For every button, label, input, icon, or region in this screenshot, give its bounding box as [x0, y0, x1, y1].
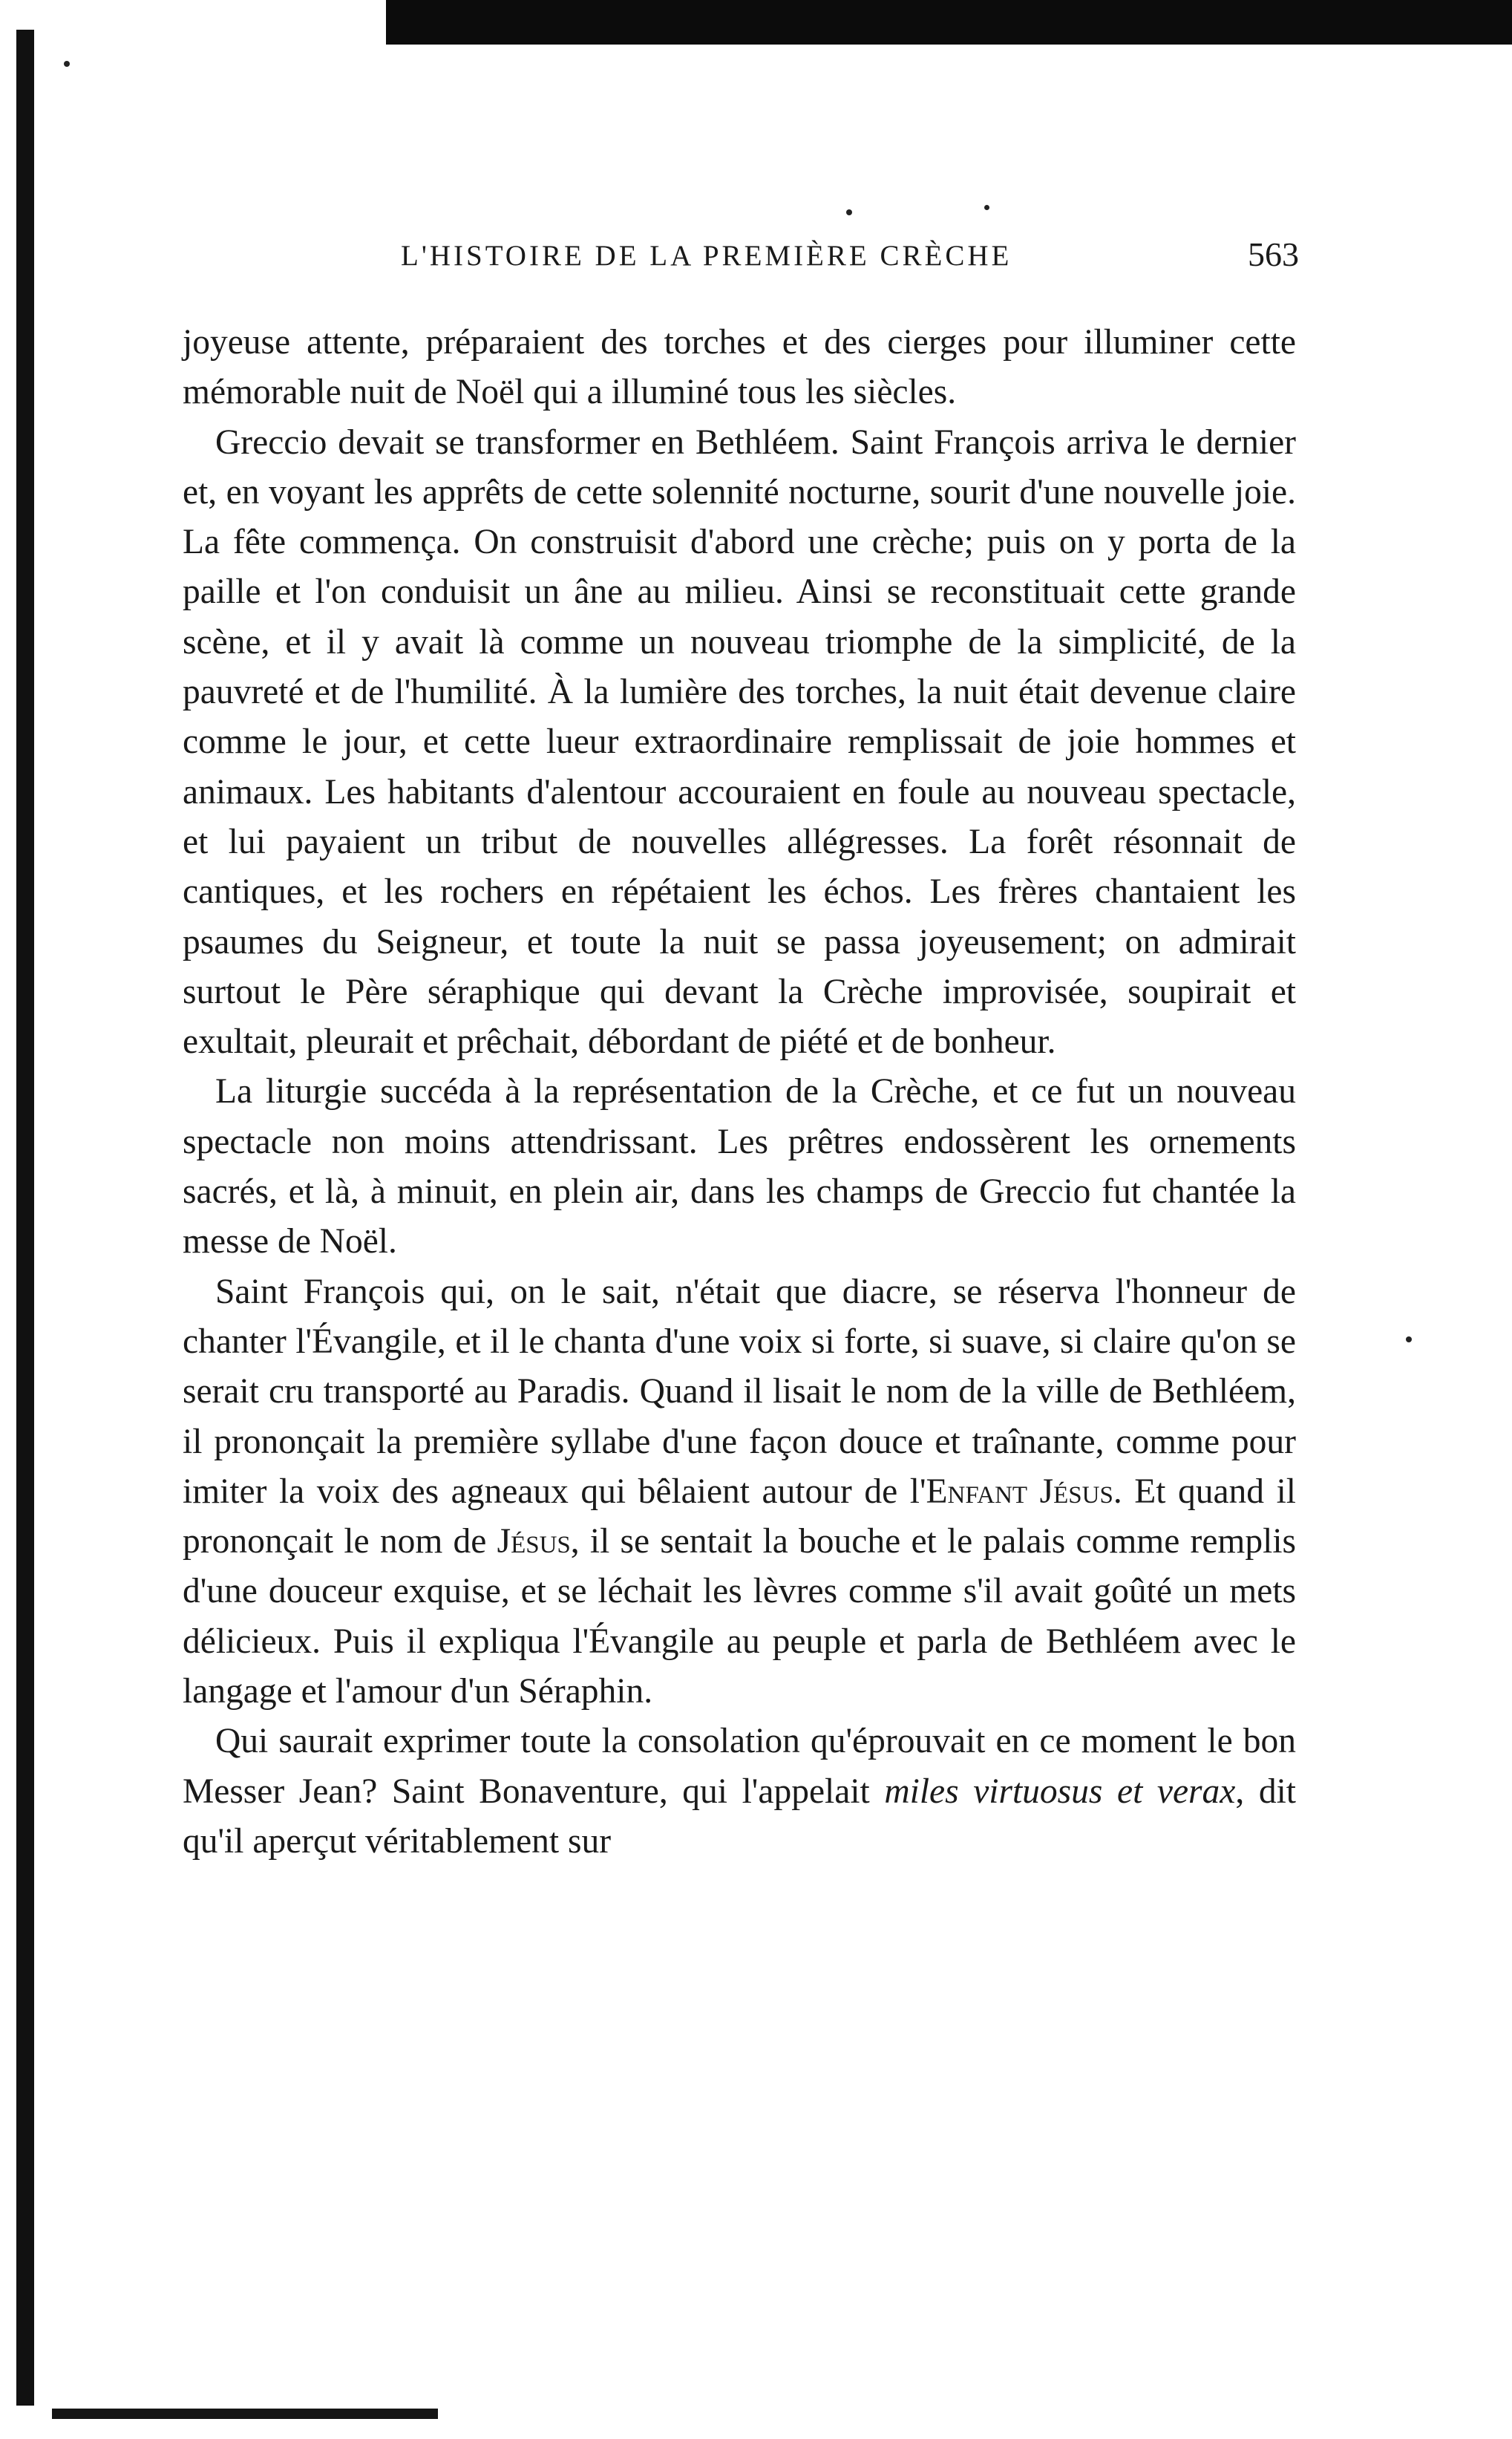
paragraph-4 [183, 1267, 1296, 1717]
scan-left-edge [16, 30, 34, 2406]
paragraph-4-text-2: . Et quand il prononçait le nom de [183, 1472, 1296, 1561]
paragraph-5-italic-quote: miles virtuosus et verax [884, 1772, 1236, 1811]
paragraph-1: joyeuse attente, préparaient des torches et des cierges pour illuminer cette mémorable nuit de Noël qui a illuminé tous les siècles. [183, 323, 1296, 412]
page-number: 563 [1248, 235, 1299, 273]
paragraph-2: Greccio devait se transformer en Bethléem. Saint François arriva le dernier et, en voyant les apprêts de cette solennité nocturne, sourit d'une nouvelle joie. La fête commença. On construisit d'abord une crèche; puis on y porta de la paille et l'on conduisit un âne au milieu. Ainsi se reconstituait cette grande scène, et il y avait là comme un nouveau triomphe de la simplicité, de la pauvreté et de l'humilité. À la lumière des torches, la nuit était devenue claire comme le jour, et cette lueur extraordinaire remplissait de joie hommes et animaux. Les habitants d'alentour accouraient en foule au nouveau spectacle, et lui payaient un tribut de nouvelles allégresses. La forêt résonnait de cantiques, et les rochers en répétaient les échos. Les frères chantaient les psaumes du Seigneur, et toute la nuit se passa joyeusement; on admirait surtout le Père séraphique qui devant la Crèche improvisée, soupirait et exultait, pleurait et prêchait, débordant de piété et de bonheur. [183, 422, 1296, 1062]
scan-speck [984, 205, 989, 210]
paragraph-5-text: Qui saurait exprimer toute la consolation qu'éprouvait en ce moment le bon Messer Jean? Saint Bonaventure, qui l'appelait [183, 1722, 1296, 1811]
paragraph-5 [183, 1717, 1296, 1867]
paragraph-3: La liturgie succéda à la représentation de la Crèche, et ce fut un nouveau spectacle non moins attendrissant. Les prêtres endossèrent les ornements sacrés, et là, à minuit, en plein air, dans les champs de Greccio fut chantée la messe de Noël. [183, 1072, 1296, 1261]
paragraph-5-text-2: , dit qu'il aperçut véritablement sur [183, 1772, 1296, 1861]
paragraph-4-smallcaps-jesus: Jésus [497, 1522, 571, 1561]
running-head-title: L'HISTOIRE DE LA PREMIÈRE CRÈCHE [401, 240, 1012, 272]
running-head [223, 235, 1299, 284]
scan-speck [846, 209, 852, 215]
paragraph-4-smallcaps-enfant-jesus: Enfant Jésus [926, 1472, 1113, 1511]
scan-bottom-rule [52, 2409, 438, 2419]
body-text [183, 318, 1296, 1867]
scan-speck [64, 61, 70, 67]
paragraph-4-text-3: , il se sentait la bouche et le palais comme remplis d'une douceur exquise, et se léchait les lèvres comme s'il avait goûté un mets délicieux. Puis il expliqua l'Évangile au peuple et parla de Bethléem avec le langage et l'amour d'un Séraphin. [183, 1522, 1296, 1711]
scan-top-bar [386, 0, 1512, 45]
scan-speck [1406, 1336, 1412, 1342]
paragraph-4-text: Saint François qui, on le sait, n'était que diacre, se réserva l'honneur de chanter l'Évangile, et il le chanta d'une voix si forte, si suave, si claire qu'on se serait cru transporté au Paradis. Quand il lisait le nom de la ville de Bethléem, il prononçait la première syllabe d'une façon douce et traînante, comme pour imiter la voix des agneaux qui bêlaient autour de l' [183, 1272, 1296, 1511]
